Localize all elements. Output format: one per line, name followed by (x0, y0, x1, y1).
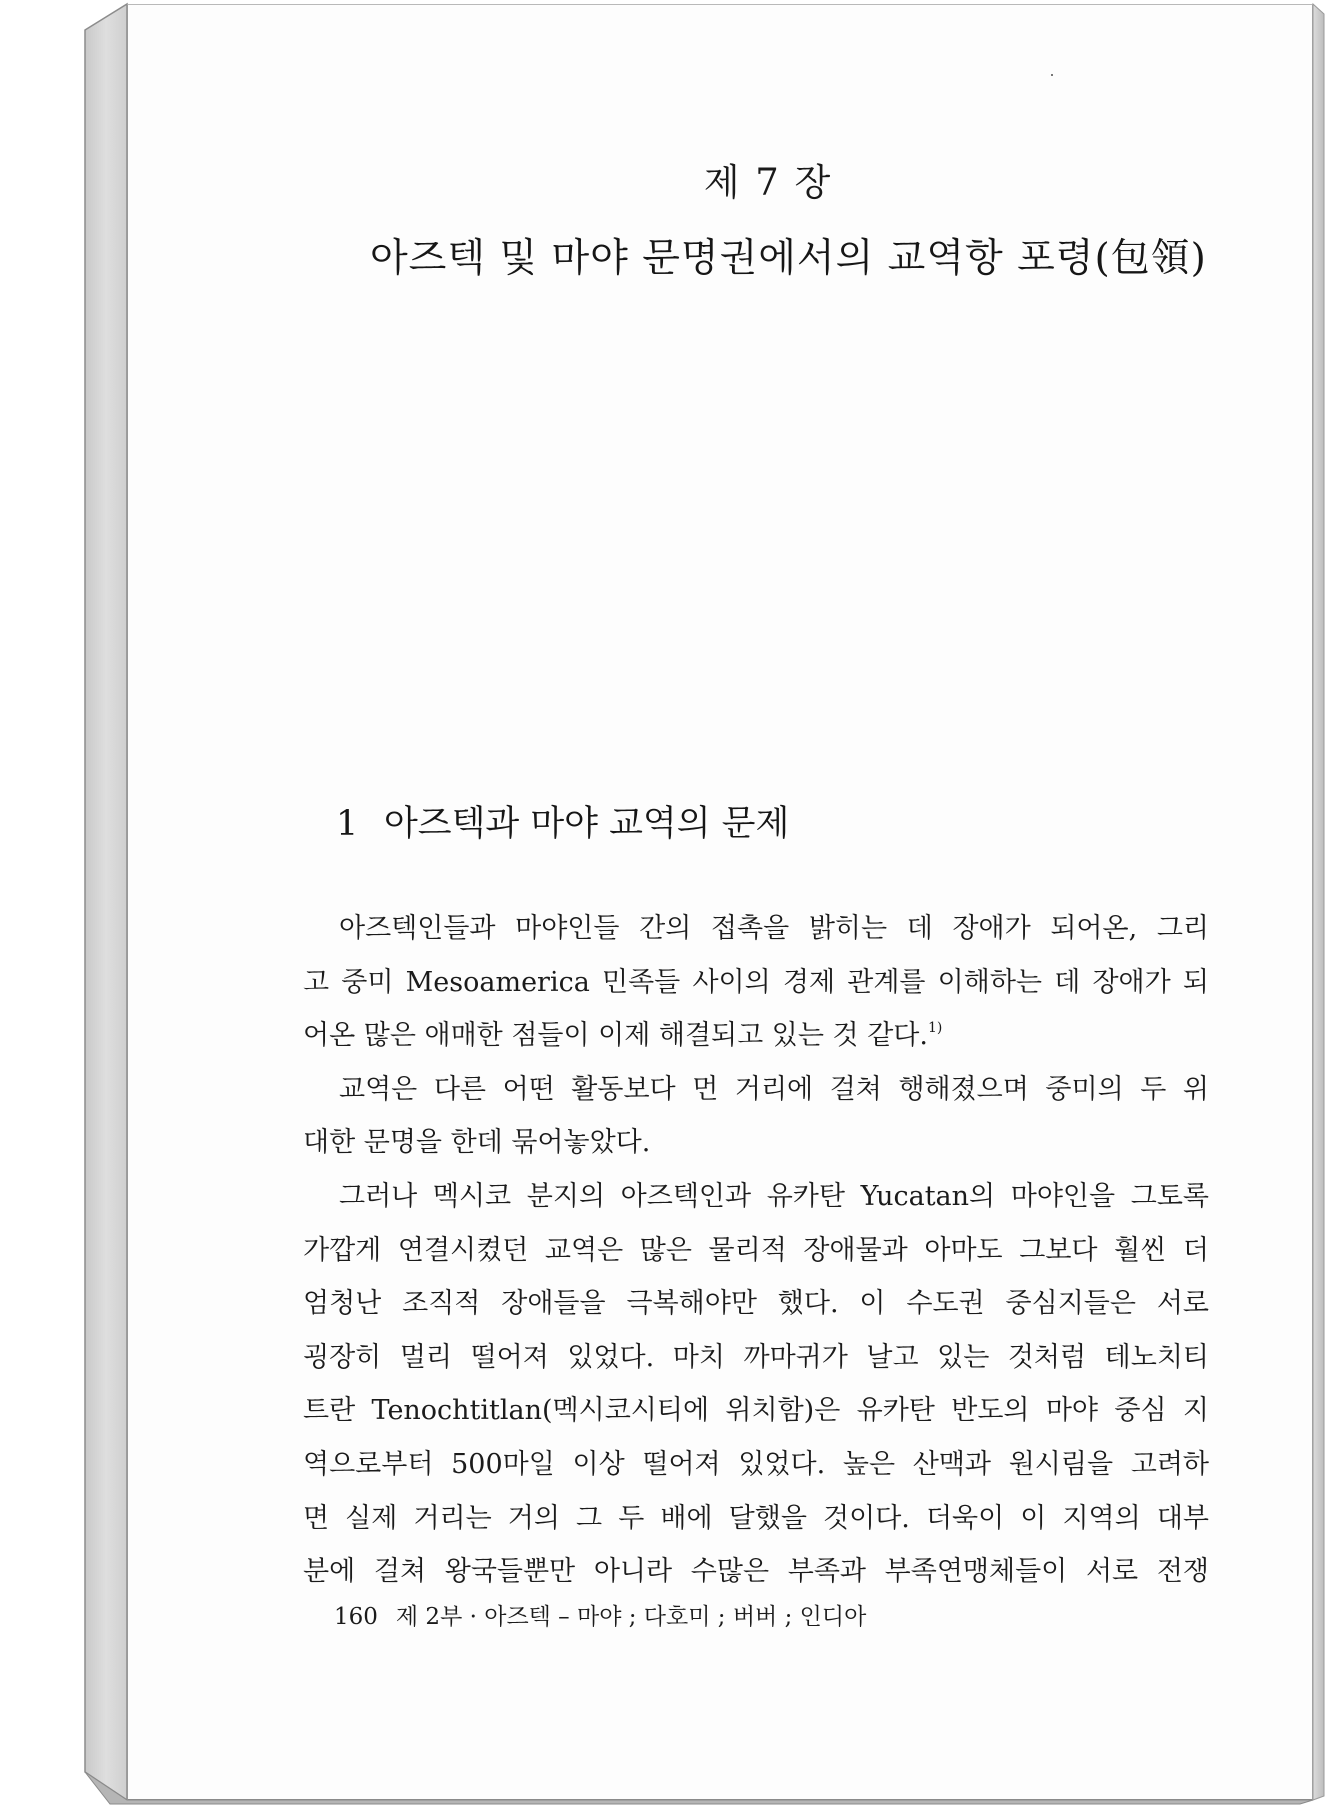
body-line: 굉장히 멀리 떨어져 있었다. 마치 까마귀가 날고 있는 것처럼 테노치티 (303, 1341, 1209, 1373)
body-line: 엄청난 조직적 장애들을 극복해야만 했다. 이 수도권 중심지들은 서로 (303, 1288, 1209, 1320)
body-line: 고 중미 Mesoamerica 민족들 사이의 경제 관계를 이해하는 데 장애가 되 (303, 966, 1209, 998)
chapter-title: 아즈텍 및 마야 문명권에서의 교역항 포령(包領) (370, 236, 1207, 281)
page-number: 160 (334, 1604, 378, 1630)
body-line: 교역은 다른 어떤 활동보다 먼 거리에 걸쳐 행해졌으며 중미의 두 위 (339, 1073, 1209, 1105)
body-line: 가깝게 연결시켰던 교역은 많은 물리적 장애물과 아마도 그보다 훨씬 더 (303, 1234, 1209, 1266)
section-title: 아즈텍과 마야 교역의 문제 (384, 804, 790, 844)
body-line: 트란 Tenochtitlan(멕시코시티에 위치함)은 유카탄 반도의 마야 중심 지 (303, 1395, 1209, 1427)
body-text (303, 902, 1209, 1599)
scan-speck (1051, 74, 1053, 76)
body-line: 아즈텍인들과 마야인들 간의 접촉을 밝히는 데 장애가 되어온, 그리 (339, 913, 1209, 944)
section-number: 1 (336, 804, 359, 844)
footnote-marker: 1) (927, 1020, 943, 1037)
chapter-number: 제 7 장 (703, 161, 833, 204)
body-line-text: 어온 많은 애매한 점들이 이제 해결되고 있는 것 같다. (303, 1020, 928, 1052)
body-line (303, 1009, 1209, 1063)
body-line: 역으로부터 500마일 이상 떨어져 있었다. 높은 산맥과 원시림을 고려하 (303, 1448, 1209, 1480)
running-head: 제 2부 · 아즈텍 – 마야 ; 다호미 ; 버버 ; 인디아 (395, 1604, 867, 1630)
body-line: 대한 문명을 한데 묶어놓았다. (303, 1127, 651, 1159)
section-heading (336, 803, 789, 845)
body-line: 그러나 멕시코 분지의 아즈텍인과 유카탄 Yucatan의 마야인을 그토록 (339, 1180, 1209, 1212)
page-footer (334, 1606, 866, 1629)
body-line: 분에 걸쳐 왕국들뿐만 아니라 수많은 부족과 부족연맹체들이 서로 전쟁 (303, 1556, 1209, 1588)
body-line: 면 실제 거리는 거의 그 두 배에 달했을 것이다. 더욱이 이 지역의 대부 (303, 1502, 1209, 1534)
